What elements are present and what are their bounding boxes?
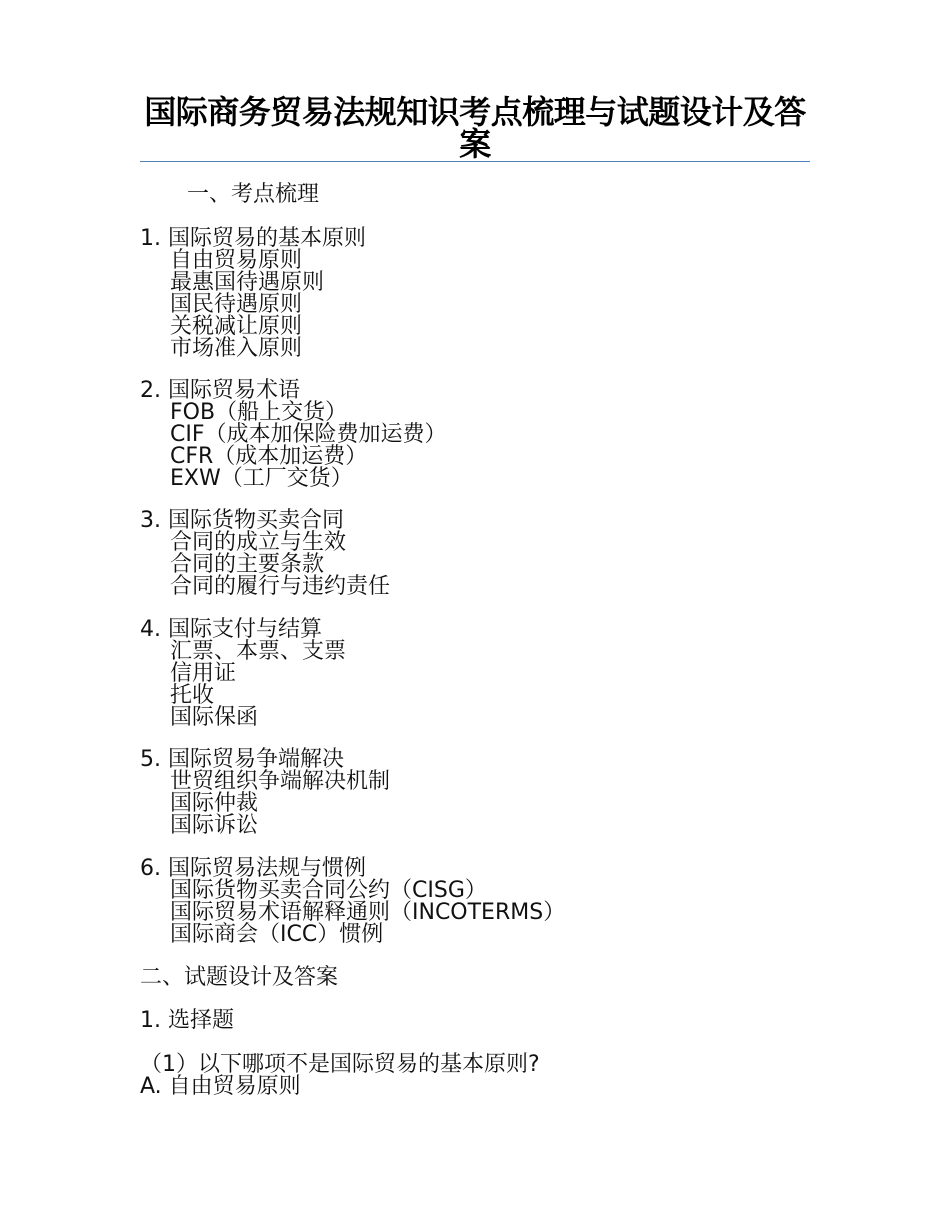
answer-option-a: A. 自由贸易原则 <box>140 1074 301 1099</box>
list-item: 最惠国待遇原则 <box>170 270 325 295</box>
topic-block-4 <box>140 619 840 729</box>
list-item: 国际贸易术语解释通则（INCOTERMS） <box>170 900 566 925</box>
topic-item-list <box>140 880 840 946</box>
document-title: 国际商务贸易法规知识考点梳理与试题设计及答案 <box>144 93 806 163</box>
topic-item-list <box>140 641 840 729</box>
list-item: FOB（船上交货） <box>170 400 348 425</box>
section-heading-exam-design: 二、试题设计及答案 <box>140 965 339 990</box>
list-item: 世贸组织争端解决机制 <box>170 769 391 794</box>
list-item: 国民待遇原则 <box>170 292 303 317</box>
list-item: 合同的成立与生效 <box>170 530 347 555</box>
list-item: 国际仲裁 <box>170 791 259 816</box>
list-item: CFR（成本加运费） <box>170 444 368 469</box>
list-item: 汇票、本票、支票 <box>170 639 347 664</box>
list-item: 信用证 <box>170 661 237 686</box>
topic-item-list <box>140 771 840 837</box>
topic-title: 3. 国际货物买卖合同 <box>140 508 344 533</box>
topic-title: 2. 国际贸易术语 <box>140 378 300 403</box>
list-item: 市场准入原则 <box>170 336 303 361</box>
topic-title: 5. 国际贸易争端解决 <box>140 747 344 772</box>
topic-block-5 <box>140 749 840 837</box>
list-item: CIF（成本加保险费加运费） <box>170 422 447 447</box>
topic-title: 6. 国际贸易法规与惯例 <box>140 856 366 881</box>
topic-block-1 <box>140 228 840 360</box>
title-underline <box>140 161 810 162</box>
list-item: 自由贸易原则 <box>170 248 303 273</box>
list-item: EXW（工厂交货） <box>170 466 353 491</box>
topic-item-list <box>140 250 840 360</box>
topic-block-3 <box>140 510 840 598</box>
list-item: 关税减让原则 <box>170 314 303 339</box>
topic-item-list <box>140 402 840 490</box>
topic-title: 4. 国际支付与结算 <box>140 617 322 642</box>
question-text: （1）以下哪项不是国际贸易的基本原则? <box>140 1052 540 1077</box>
topic-title: 1. 国际贸易的基本原则 <box>140 226 366 251</box>
topic-block-2 <box>140 380 840 490</box>
list-item: 国际货物买卖合同公约（CISG） <box>170 878 487 903</box>
list-item: 国际商会（ICC）惯例 <box>170 922 384 947</box>
list-item: 托收 <box>170 683 215 708</box>
subsection-heading-multiple-choice: 1. 选择题 <box>140 1008 234 1033</box>
section-heading-key-points: 一、考点梳理 <box>187 182 320 207</box>
topic-item-list <box>140 532 840 598</box>
topic-block-6 <box>140 858 840 946</box>
list-item: 国际诉讼 <box>170 813 259 838</box>
list-item: 合同的主要条款 <box>170 552 325 577</box>
list-item: 合同的履行与违约责任 <box>170 574 391 599</box>
list-item: 国际保函 <box>170 705 259 730</box>
